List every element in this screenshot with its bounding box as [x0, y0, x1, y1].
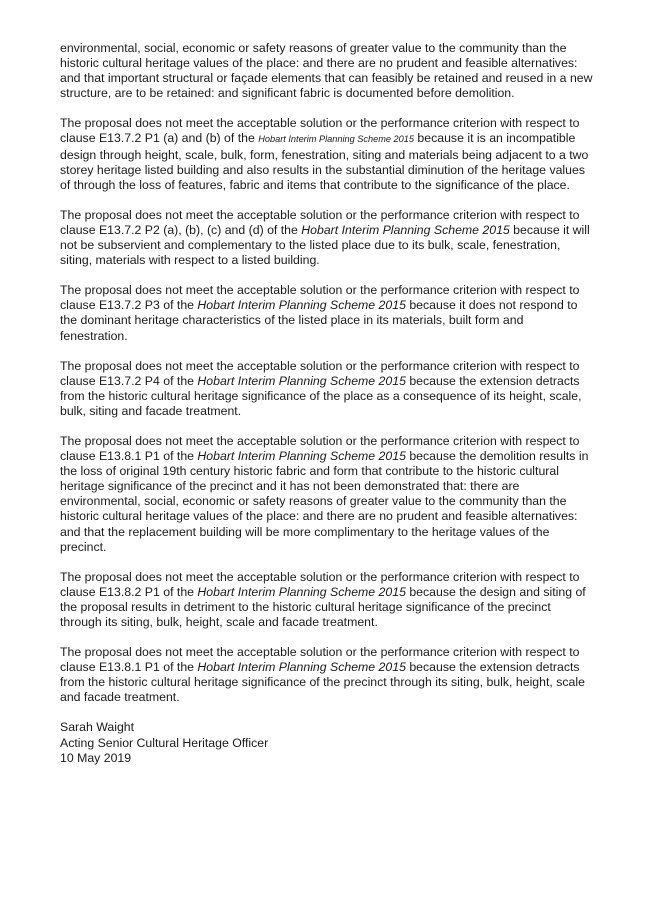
signature-date: 10 May 2019: [60, 750, 132, 765]
paragraph-text: because it does not respond to the dominant heritage characteristics of the listed place in its materials, built form and fenestration.: [60, 298, 578, 343]
paragraph-text: because the demolition results in the loss of original 19th century historic fabric and form that contribute to the historic cultural heritage significance of the precinct and it has not been demonstrated that: there are environmental, social, economic or safety reasons of greater value to the community than the historic cultural heritage values of the place: and there are no prudent and feasible alternatives: and that the replacement building will be more complimentary to the heritage values of the precinct.: [60, 449, 589, 554]
scheme-title: Hobart Interim Planning Scheme 2015: [258, 134, 415, 145]
paragraph-text: The proposal does not meet the acceptable solution or the performance criterion with respect to clause E13.7.2 P1 (a) and (b) of the: [60, 116, 580, 146]
paragraph-text: because it is an incompatible design through height, scale, bulk, form, fenestration, siting and materials being adjacent to a two storey heritage listed building and also results in the substantial diminution of the heritage values of through the loss of features, fabric and items that contribute to the significance of the place.: [60, 131, 589, 192]
scheme-title: Hobart Interim Planning Scheme 2015: [301, 222, 510, 237]
paragraph: [60, 645, 593, 705]
paragraph-text: because it will not be subservient and complementary to the listed place due to its bulk, scale, fenestration, siting, materials with respect to a listed building.: [60, 222, 590, 268]
document-body: [60, 41, 593, 705]
signatory-name: Sarah Waight: [60, 720, 135, 735]
paragraph: [60, 359, 593, 419]
signatory-title: Acting Senior Cultural Heritage Officer: [60, 735, 269, 750]
paragraph: [60, 283, 593, 343]
paragraph-text: because the design and siting of the proposal results in detriment to the historic cultural heritage significance of the precinct through its siting, bulk, height, scale and facade treatment.: [60, 584, 586, 629]
paragraph-text: The proposal does not meet the acceptable solution or the performance criterion with respect to clause E13.8.1 P1 of the: [60, 433, 580, 464]
paragraph-text: The proposal does not meet the acceptable solution or the performance criterion with respect to clause E13.7.2 P3 of the: [60, 283, 580, 313]
paragraph-text: because the extension detracts from the historic cultural heritage significance of the place as a consequence of its height, scale, bulk, siting and facade treatment.: [60, 373, 582, 418]
paragraph: [60, 208, 593, 268]
scheme-title: Hobart Interim Planning Scheme 2015: [197, 298, 406, 313]
paragraph-text: because the extension detracts from the historic cultural heritage significance of the precinct through its siting, bulk, height, scale and facade treatment.: [60, 660, 585, 705]
paragraph-text: The proposal does not meet the acceptable solution or the performance criterion with respect to clause E13.7.2 P4 of the: [60, 358, 580, 388]
scheme-title: Hobart Interim Planning Scheme 2015: [197, 373, 406, 388]
paragraph-text: The proposal does not meet the acceptable solution or the performance criterion with respect to clause E13.7.2 P2 (a), (b), (c) and (d) of the: [60, 207, 580, 237]
paragraph: [60, 41, 593, 101]
paragraph-text: The proposal does not meet the acceptable solution or the performance criterion with respect to clause E13.8.1 P1 of the: [60, 645, 580, 675]
scheme-title: Hobart Interim Planning Scheme 2015: [197, 660, 406, 675]
paragraph: [60, 434, 593, 555]
document-page: [60, 41, 593, 766]
scheme-title: Hobart Interim Planning Scheme 2015: [197, 584, 406, 599]
paragraph-text: environmental, social, economic or safety reasons of greater value to the community than the historic cultural heritage values of the place: and there are no prudent and feasible alternatives: and that important structural or façade elements that can feasibly be retained and reused in a new structure, are to be retained: and significant fabric is documented before demolition.: [60, 41, 593, 101]
paragraph: [60, 116, 593, 192]
scheme-title: Hobart Interim Planning Scheme 2015: [197, 449, 406, 464]
signature-block: [60, 720, 593, 765]
paragraph-text: The proposal does not meet the acceptable solution or the performance criterion with respect to clause E13.8.2 P1 of the: [60, 569, 580, 599]
paragraph: [60, 570, 593, 630]
